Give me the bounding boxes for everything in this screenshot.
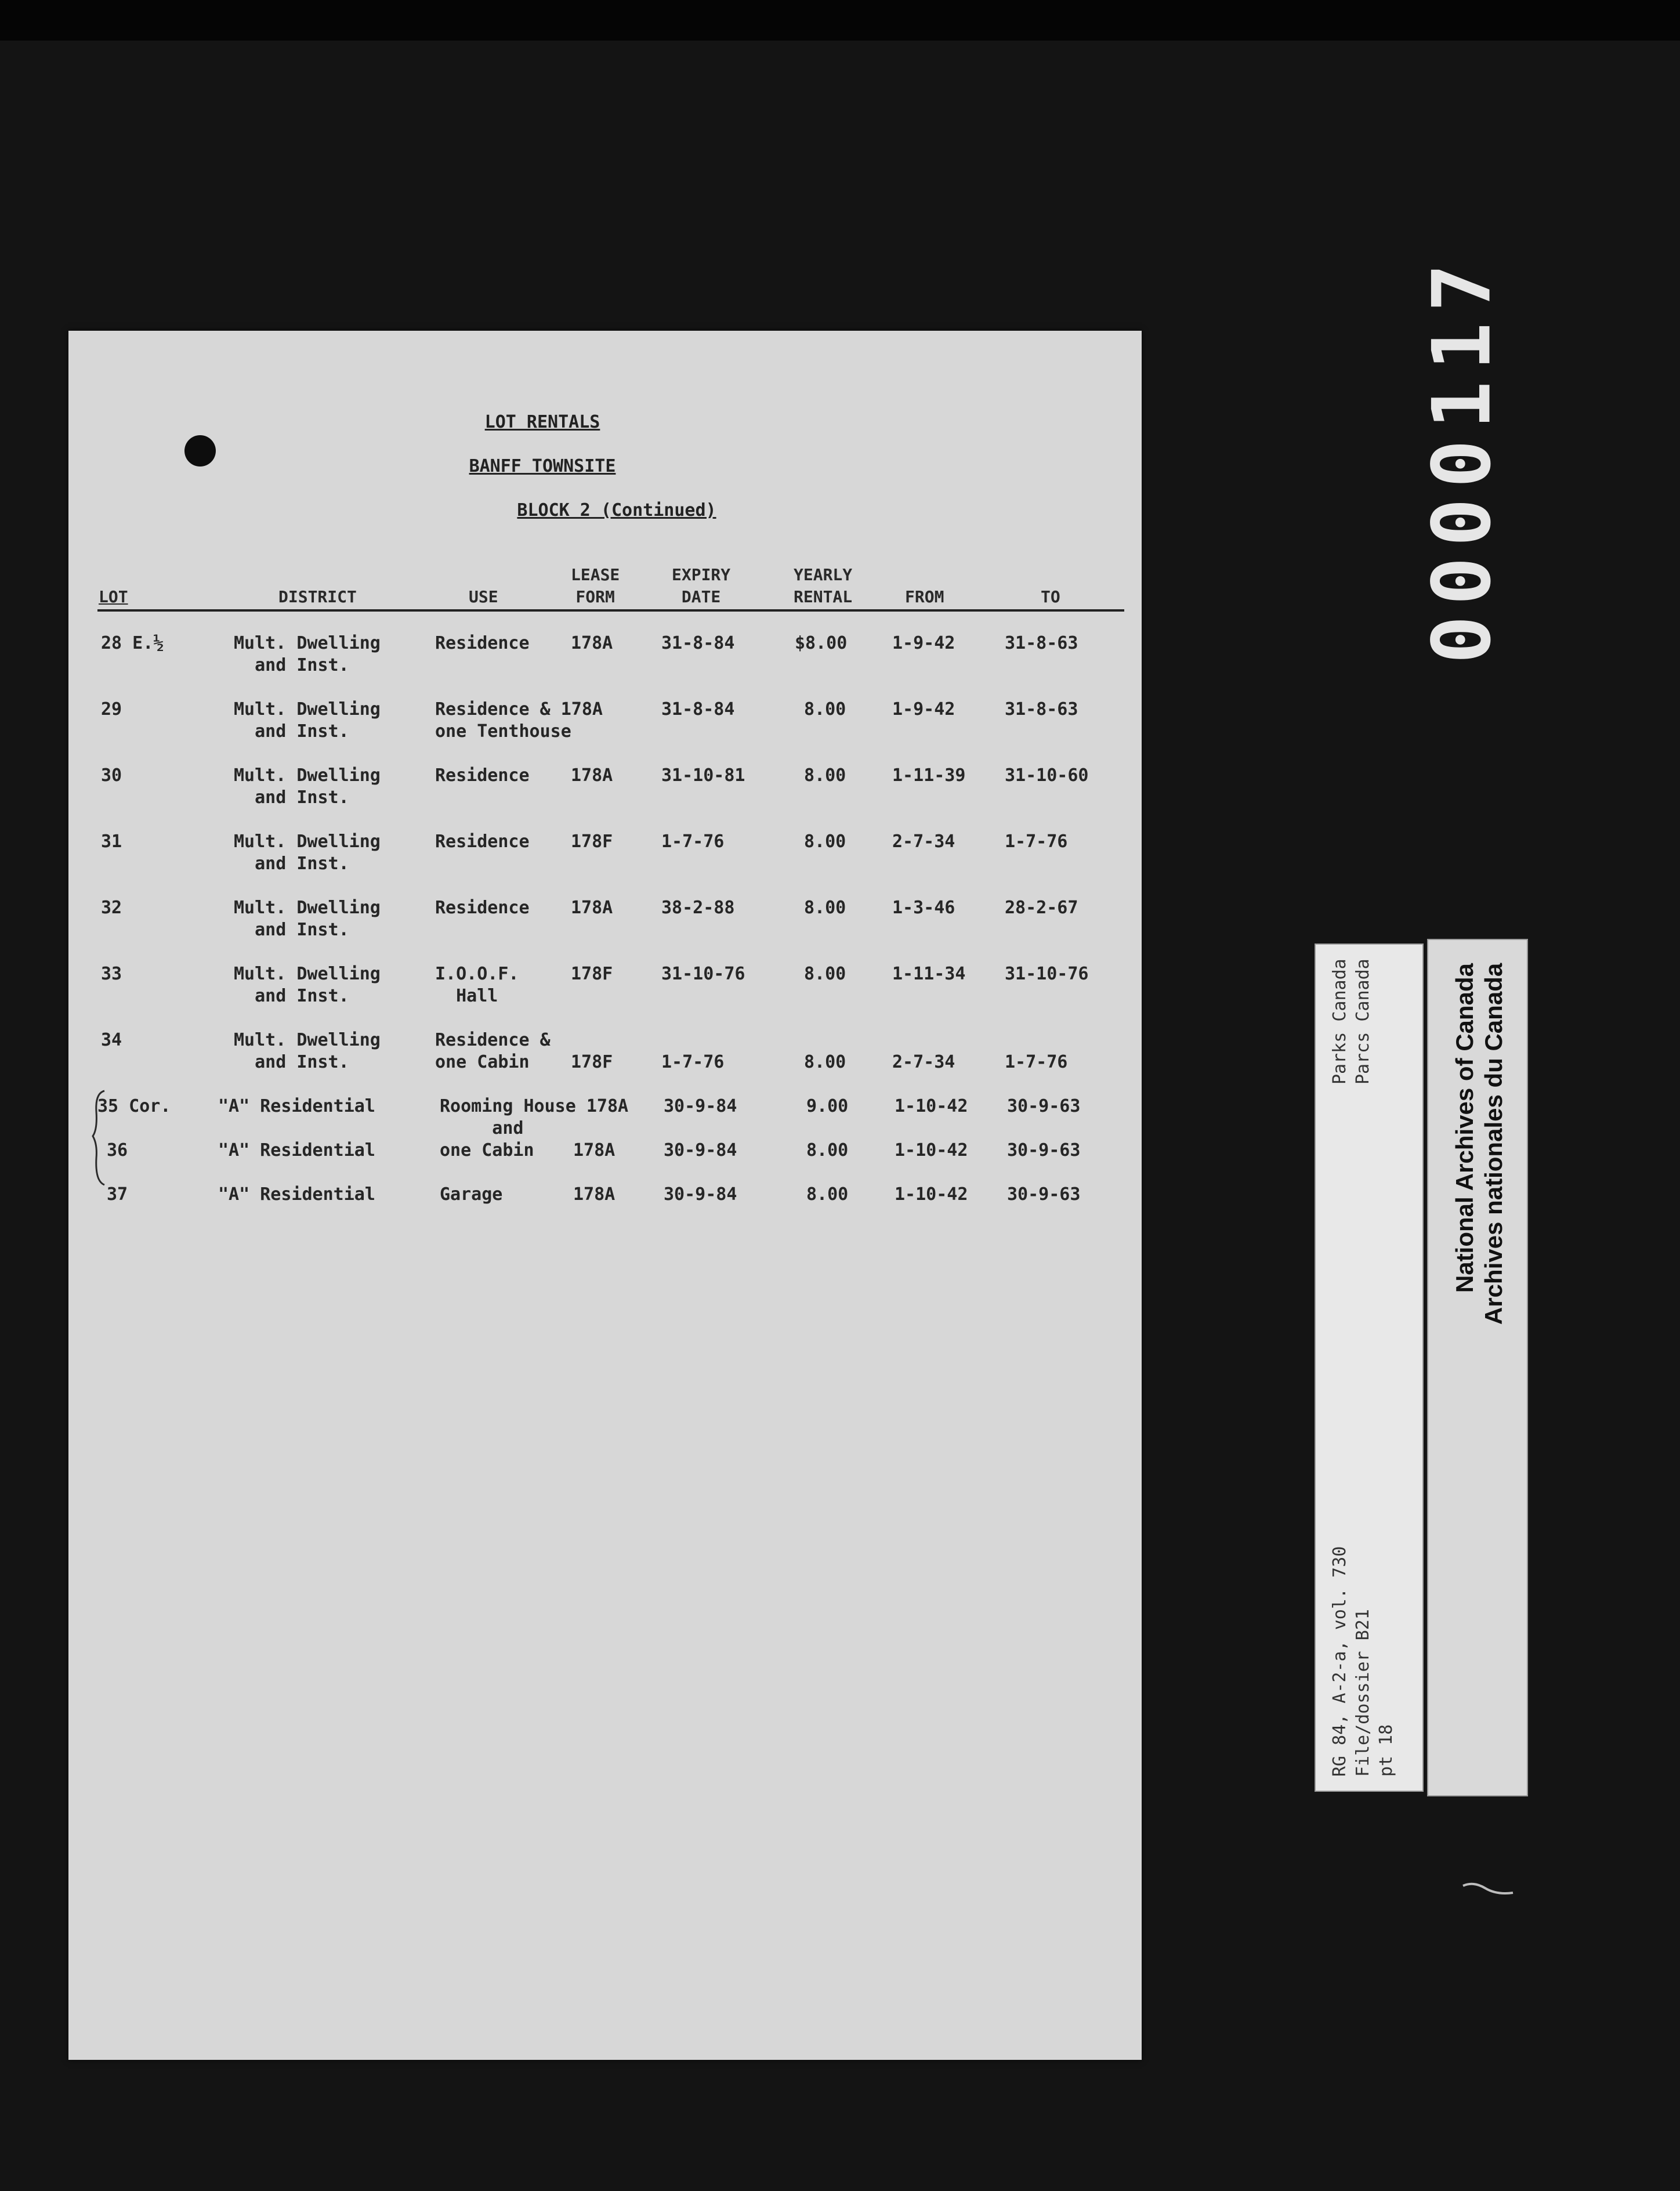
- row-2-use: Residence & 178A one Tenthouse: [435, 699, 603, 742]
- row-3-expiry: 31-10-81: [661, 765, 745, 786]
- row-9-district: "A" Residential: [218, 1140, 375, 1160]
- row-5-from: 1-3-46: [892, 898, 955, 918]
- block-heading: BLOCK 2 (Continued): [517, 500, 716, 520]
- row-4-from: 2-7-34: [892, 831, 955, 852]
- row-9-use: one Cabin: [440, 1140, 534, 1160]
- row-1-rental: $8.00: [795, 633, 848, 653]
- row-10-rental: 8.00: [806, 1184, 849, 1205]
- row-10-form: 178A: [573, 1184, 615, 1205]
- row-2-from: 1-9-42: [892, 699, 955, 720]
- row-7-from: 2-7-34: [892, 1052, 955, 1072]
- row-6-from: 1-11-34: [892, 964, 966, 984]
- document-sheet: [68, 331, 1142, 2060]
- document-title: LOT RENTALS: [484, 412, 600, 432]
- row-9-from: 1-10-42: [895, 1140, 968, 1160]
- row-6-use: I.O.O.F. Hall: [435, 964, 519, 1006]
- row-7-lot: 34: [101, 1030, 122, 1050]
- row-6-rental: 8.00: [804, 964, 846, 984]
- row-4-expiry: 1-7-76: [661, 831, 725, 852]
- row-8-from: 1-10-42: [895, 1096, 968, 1116]
- header-use: USE: [469, 587, 498, 606]
- row-6-district: Mult. Dwelling and Inst.: [234, 964, 381, 1006]
- row-9-form: 178A: [573, 1140, 615, 1160]
- row-5-lot: 32: [101, 898, 122, 918]
- row-3-form: 178A: [571, 765, 613, 786]
- row-7-district: Mult. Dwelling and Inst.: [234, 1030, 381, 1072]
- header-yearly-rental: YEARLY RENTAL: [794, 565, 853, 606]
- row-10-to: 30-9-63: [1007, 1184, 1081, 1205]
- row-5-expiry: 38-2-88: [661, 898, 735, 918]
- row-1-from: 1-9-42: [892, 633, 955, 653]
- row-7-rental: 8.00: [804, 1052, 846, 1072]
- header-lease-form: LEASE FORM: [571, 565, 620, 606]
- film-scratch: [1462, 1880, 1514, 1897]
- row-2-rental: 8.00: [804, 699, 846, 720]
- row-4-use: Residence: [435, 831, 530, 852]
- row-1-expiry: 31-8-84: [661, 633, 735, 653]
- row-3-use: Residence: [435, 765, 530, 786]
- row-6-to: 31-10-76: [1005, 964, 1089, 984]
- row-4-rental: 8.00: [804, 831, 846, 852]
- reference-text: RG 84, A-2-a, vol. 730 File/dossier B21 pt 18: [1330, 1546, 1396, 1777]
- row-5-district: Mult. Dwelling and Inst.: [234, 898, 381, 940]
- row-10-lot: 37: [107, 1184, 128, 1205]
- document-subtitle: BANFF TOWNSITE: [469, 456, 616, 476]
- row-2-district: Mult. Dwelling and Inst.: [234, 699, 381, 742]
- row-10-use: Garage: [440, 1184, 503, 1205]
- row-3-lot: 30: [101, 765, 122, 786]
- row-10-expiry: 30-9-84: [664, 1184, 737, 1205]
- row-3-district: Mult. Dwelling and Inst.: [234, 765, 381, 808]
- row-6-lot: 33: [101, 964, 122, 984]
- row-1-use: Residence: [435, 633, 530, 653]
- reference-label: [1315, 943, 1424, 1792]
- archive-label: [1427, 939, 1528, 1796]
- agency-text: Parks Canada Parcs Canada: [1330, 959, 1373, 1084]
- row-8-rental: 9.00: [806, 1096, 849, 1116]
- row-9-expiry: 30-9-84: [664, 1140, 737, 1160]
- row-7-to: 1-7-76: [1005, 1052, 1068, 1072]
- row-5-to: 28-2-67: [1005, 898, 1078, 918]
- row-8-expiry: 30-9-84: [664, 1096, 737, 1116]
- row-4-form: 178F: [571, 831, 613, 852]
- header-from: FROM: [905, 587, 944, 606]
- row-7-use: Residence & one Cabin: [435, 1030, 551, 1072]
- row-2-to: 31-8-63: [1005, 699, 1078, 720]
- header-lot: LOT: [99, 587, 128, 606]
- row-8-to: 30-9-63: [1007, 1096, 1081, 1116]
- row-4-lot: 31: [101, 831, 122, 852]
- archive-name: National Archives of Canada Archives nationales du Canada: [1451, 963, 1507, 1325]
- row-4-district: Mult. Dwelling and Inst.: [234, 831, 381, 874]
- header-to: TO: [1041, 587, 1060, 606]
- row-9-to: 30-9-63: [1007, 1140, 1081, 1160]
- row-2-expiry: 31-8-84: [661, 699, 735, 720]
- row-1-district: Mult. Dwelling and Inst.: [234, 633, 381, 675]
- row-10-district: "A" Residential: [218, 1184, 375, 1205]
- row-9-rental: 8.00: [806, 1140, 849, 1160]
- row-2-lot: 29: [101, 699, 122, 720]
- row-3-from: 1-11-39: [892, 765, 966, 786]
- frame-number: 0000117: [1415, 253, 1509, 664]
- row-10-from: 1-10-42: [895, 1184, 968, 1205]
- row-8-use: Rooming House 178A and: [440, 1096, 629, 1138]
- film-border: [0, 0, 1680, 41]
- row-3-rental: 8.00: [804, 765, 846, 786]
- row-6-form: 178F: [571, 964, 613, 984]
- row-3-to: 31-10-60: [1005, 765, 1089, 786]
- row-5-use: Residence: [435, 898, 530, 918]
- row-7-form: 178F: [571, 1052, 613, 1072]
- row-5-rental: 8.00: [804, 898, 846, 918]
- row-1-lot: 28 E.½: [101, 633, 164, 653]
- row-8-district: "A" Residential: [218, 1096, 375, 1116]
- row-7-expiry: 1-7-76: [661, 1052, 725, 1072]
- row-4-to: 1-7-76: [1005, 831, 1068, 852]
- row-8-lot: 35 Cor.: [97, 1096, 171, 1116]
- header-rule: [97, 609, 1124, 612]
- header-district: DISTRICT: [278, 587, 357, 606]
- row-9-lot: 36: [107, 1140, 128, 1160]
- header-expiry-date: EXPIRY DATE: [672, 565, 731, 606]
- row-5-form: 178A: [571, 898, 613, 918]
- row-6-expiry: 31-10-76: [661, 964, 745, 984]
- row-1-form: 178A: [571, 633, 613, 653]
- row-1-to: 31-8-63: [1005, 633, 1078, 653]
